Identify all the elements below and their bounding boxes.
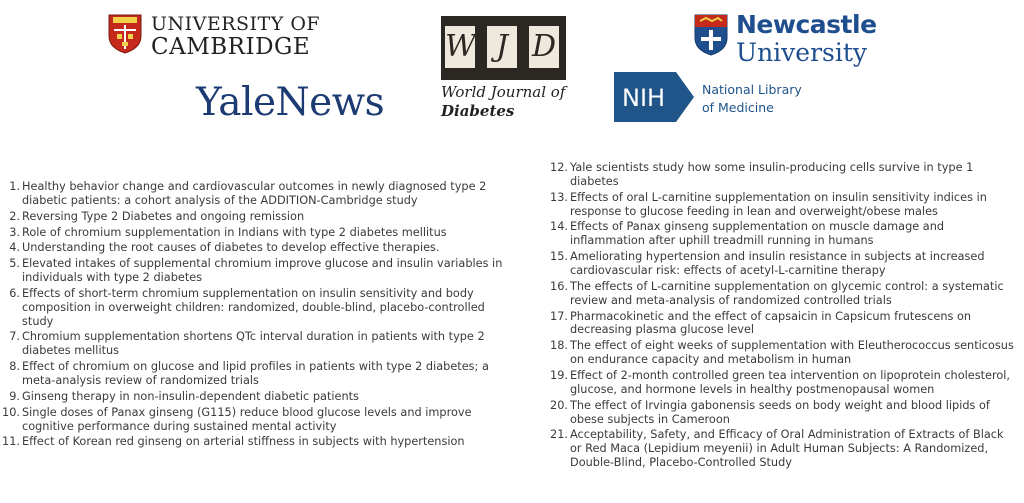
cambridge-line2: CAMBRIDGE	[151, 34, 311, 60]
reference-title: Elevated intakes of supplemental chromium improve glucose and insulin variables in individuals with type 2 diabetes	[22, 257, 503, 284]
reference-title: The effects of L-carnitine supplementation on glycemic control: a systematic review and meta-analysis of randomized controlled trials	[570, 279, 1004, 307]
reference-item	[550, 398, 1016, 427]
reference-title: Ginseng therapy in non-insulin-dependent diabetic patients	[22, 389, 359, 403]
reference-item	[8, 330, 508, 358]
reference-number: 16.	[550, 279, 568, 293]
nih-nlm-logo	[614, 72, 824, 122]
reference-number: 2.	[9, 209, 20, 223]
reference-item	[8, 241, 508, 255]
reference-number: 1.	[9, 180, 20, 193]
nih-badge-icon	[614, 72, 694, 122]
reference-title: The effect of eight weeks of supplementation with Eleutherococcus senticosus on endurance capacity and metabolism in human	[570, 339, 1014, 367]
yalenews-logo: YaleNews	[196, 80, 385, 125]
reference-number: 19.	[550, 368, 568, 382]
reference-title: Effect of 2-month controlled green tea intervention on lipoprotein cholesterol, glucose, and hormone levels in healthy postmenopausal women	[570, 368, 1011, 396]
reference-title: The effect of Irvingia gabonensis seeds on body weight and blood lipids of obese subjects in Cameroon	[570, 398, 990, 426]
reference-number: 12.	[550, 161, 568, 174]
reference-title: Understanding the root causes of diabetes to develop effective therapies.	[22, 241, 440, 255]
nih-line2: of Medicine	[702, 100, 774, 115]
newcastle-logo	[694, 10, 894, 68]
cambridge-logo	[108, 12, 328, 60]
reference-item	[2, 435, 508, 449]
reference-number: 21.	[550, 428, 568, 442]
reference-number: 11.	[2, 435, 20, 449]
reference-title: Effects of short-term chromium supplementation on insulin sensitivity and body composition in overweight children: randomized, double-blind, placebo-controlled study	[22, 286, 485, 328]
reference-title: Single doses of Panax ginseng (G115) reduce blood glucose levels and improve cognitive performance during sustained mental activity	[22, 405, 472, 433]
newcastle-shield-icon	[694, 14, 728, 56]
reference-item	[550, 309, 1016, 338]
reference-title: Effect of chromium on glucose and lipid profiles in patients with type 2 diabetes; a meta-analysis review of randomized trials	[22, 360, 489, 388]
reference-item	[8, 180, 508, 208]
reference-item	[2, 405, 508, 434]
reference-item	[550, 161, 1016, 189]
wjd-caption-line1: World Journal of	[441, 83, 566, 101]
reference-item	[550, 250, 1016, 278]
cambridge-line1: UNIVERSITY OF	[151, 13, 321, 35]
nih-badge-text: NIH	[622, 84, 666, 112]
reference-number: 3.	[9, 225, 20, 239]
reference-item	[8, 390, 508, 404]
reference-title: Yale scientists study how some insulin-producing cells survive in type 1 diabetes	[570, 161, 974, 188]
nih-line1: National Library	[702, 82, 802, 97]
reference-number: 14.	[550, 220, 568, 234]
reference-item	[550, 220, 1016, 248]
references-left-list	[2, 180, 508, 451]
reference-title: Effect of Korean red ginseng on arterial stiffness in subjects with hypertension	[22, 435, 465, 449]
reference-number: 17.	[550, 309, 568, 323]
wjd-logo	[441, 16, 566, 126]
reference-number: 5.	[9, 257, 20, 271]
reference-item	[8, 257, 508, 285]
reference-number: 20.	[550, 398, 568, 412]
reference-item	[8, 210, 508, 224]
reference-title: Role of chromium supplementation in Indians with type 2 diabetes mellitus	[22, 225, 447, 239]
reference-number: 18.	[550, 339, 568, 353]
reference-title: Healthy behavior change and cardiovascular outcomes in newly diagnosed type 2 diabetic patients: a cohort analysis of the ADDITION-Cambridge study	[22, 180, 487, 207]
cambridge-shield-icon	[108, 14, 142, 54]
wjd-letter-d: D	[529, 26, 559, 68]
reference-number: 8.	[9, 360, 20, 374]
reference-item	[550, 339, 1016, 367]
reference-number: 9.	[9, 389, 20, 403]
reference-item	[550, 368, 1016, 397]
wjd-letter-j: J	[487, 26, 517, 68]
references-right-list	[550, 161, 1016, 472]
reference-number: 15.	[550, 250, 568, 264]
reference-number: 13.	[550, 190, 568, 204]
reference-item	[550, 190, 1016, 219]
wjd-caption-line2: Diabetes	[441, 102, 515, 120]
wjd-letter-block	[441, 16, 566, 80]
reference-title: Reversing Type 2 Diabetes and ongoing remission	[22, 209, 305, 223]
reference-title: Effects of Panax ginseng supplementation on muscle damage and inflammation after uphill treadmill running in humans	[570, 220, 945, 248]
reference-title: Chromium supplementation shortens QTc interval duration in patients with type 2 diabetes mellitus	[22, 330, 485, 358]
reference-number: 6.	[9, 286, 20, 300]
reference-item	[550, 279, 1016, 308]
reference-item	[550, 428, 1016, 470]
reference-number: 7.	[9, 330, 20, 344]
reference-title: Acceptability, Safety, and Efficacy of Oral Administration of Extracts of Black or Red Maca (Lepidium meyenii) in Adult Human Subjects: A Randomized, Double-Blind, Placebo-Controlled Study	[570, 428, 1004, 470]
newcastle-line2: University	[736, 38, 868, 67]
reference-title: Effects of oral L-carnitine supplementation on insulin sensitivity indices in response to glucose feeding in lean and overweight/obese males	[570, 190, 987, 218]
reference-item	[8, 226, 508, 240]
wjd-letter-w: W	[445, 26, 475, 68]
reference-item	[8, 287, 508, 329]
reference-item	[8, 360, 508, 388]
reference-number: 4.	[9, 241, 20, 255]
reference-title: Pharmacokinetic and the effect of capsaicin in Capsicum frutescens on decreasing plasma glucose level	[570, 309, 972, 337]
newcastle-line1: Newcastle	[736, 10, 877, 39]
reference-title: Ameliorating hypertension and insulin resistance in subjects at increased cardiovascular risk: effects of acetyl-L-carnitine therapy	[570, 250, 985, 278]
reference-number: 10.	[2, 405, 20, 419]
